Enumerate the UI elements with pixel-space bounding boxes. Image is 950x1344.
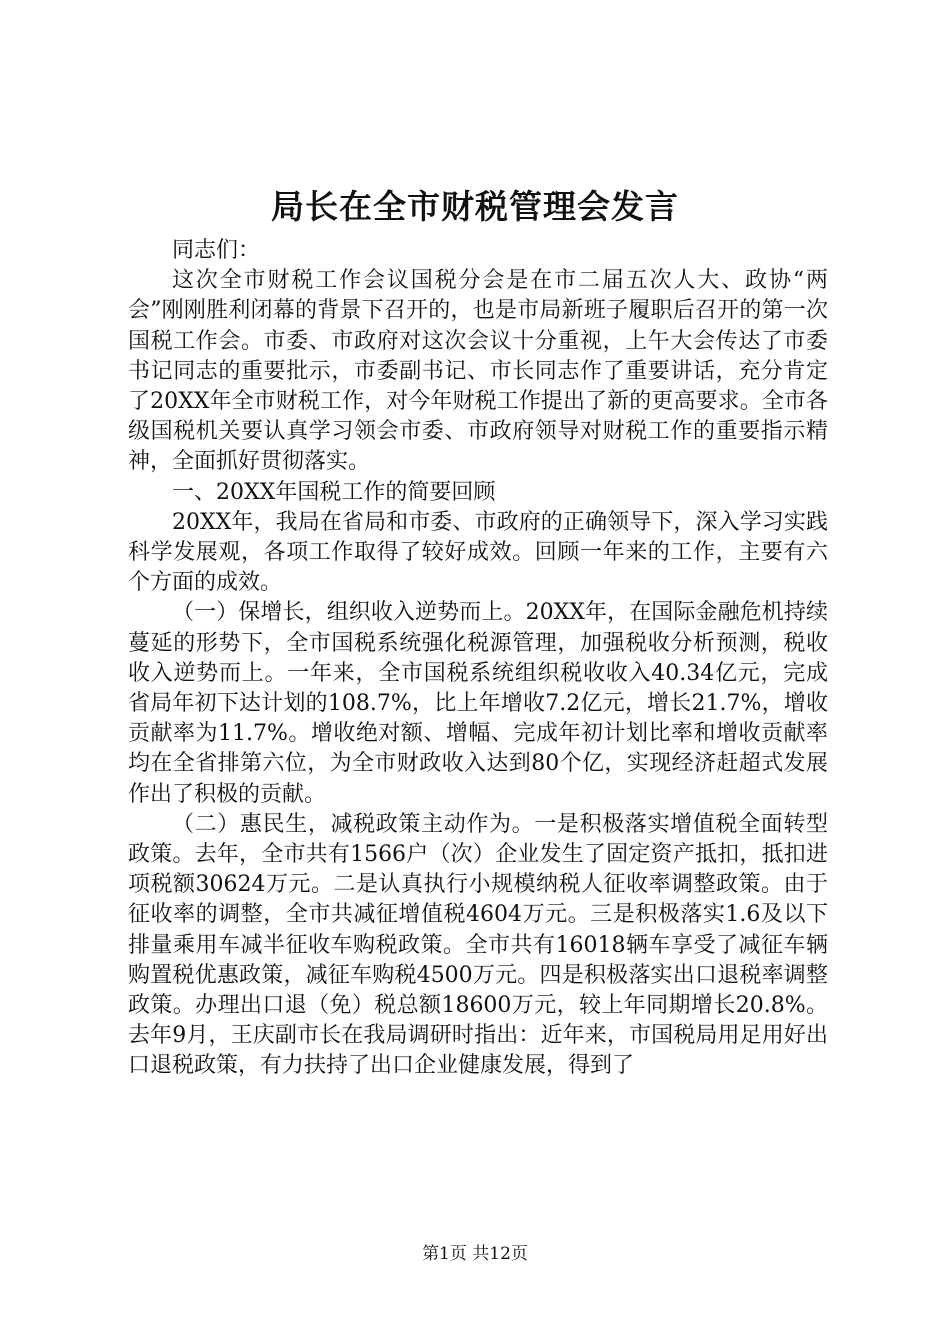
salutation-paragraph: 同志们： — [172, 238, 261, 263]
page-number-footer: 第1页 共12页 — [422, 1244, 528, 1264]
tax-relief-paragraph: （二）惠民生，减税政策主动作为。一是积极落实增值税全面转型政策。去年，全市共有1566户（次）企业发生了固定资产抵扣，抵扣进项税额30624万元。二是认真执行小规模纳税人征收率调整政策。由于征收率的调整，全市共减征增值税4604万元。三是积极落实1.6及以下排量乘用车减半征收车购税政策。全市共有16018辆车享受了减征车辆购置税优惠政策，减征车购税4500万元。四是积极落实出口退税率调整政策。办理出口退（免）税总额18600万元，较上年同期增长20.8%。去年9月，王庆副市长在我局调研时指出：近年来，市国税局用足用好出口退税政策，有力扶持了出口企业健康发展，得到了 — [128, 811, 828, 1079]
growth-paragraph: （一）保增长，组织收入逆势而上。20XX年，在国际金融危机持续蔓延的形势下，全市国税系统强化税源管理，加强税收分析预测，税收收入逆势而上。一年来，全市国税系统组织税收收入40.34亿元，完成省局年初下达计划的108.7%，比上年增收7.2亿元，增长21.7%，增收贡献率为11.7%。增收绝对额、增幅、完成年初计划比率和增收贡献率均在全省排第六位，为全市财政收入达到80个亿，实现经济赶超式发展作出了积极的贡献。 — [128, 600, 828, 807]
review-paragraph: 20XX年，我局在省局和市委、市政府的正确领导下，深入学习实践科学发展观，各项工作取得了较好成效。回顾一年来的工作，主要有六个方面的成效。 — [128, 509, 828, 596]
section-heading: 一、20XX年国税工作的简要回顾 — [172, 479, 496, 505]
intro-paragraph: 这次全市财税工作会议国税分会是在市二届五次人大、政协“两会”刚刚胜利闭幕的背景下召开的，也是市局新班子履职后召开的第一次国税工作会。市委、市政府对这次会议十分重视，上午大会传达了市委书记同志的重要批示，市委副书记、市长同志作了重要讲话，充分肯定了20XX年全市财税工作，对今年财税工作提出了新的更高要求。全市各级国税机关要认真学习领会市委、市政府领导对财税工作的重要指示精神，全面抓好贯彻落实。 — [128, 268, 828, 475]
document-title: 局长在全市财税管理会发言 — [271, 187, 679, 226]
document-body — [128, 236, 828, 1082]
